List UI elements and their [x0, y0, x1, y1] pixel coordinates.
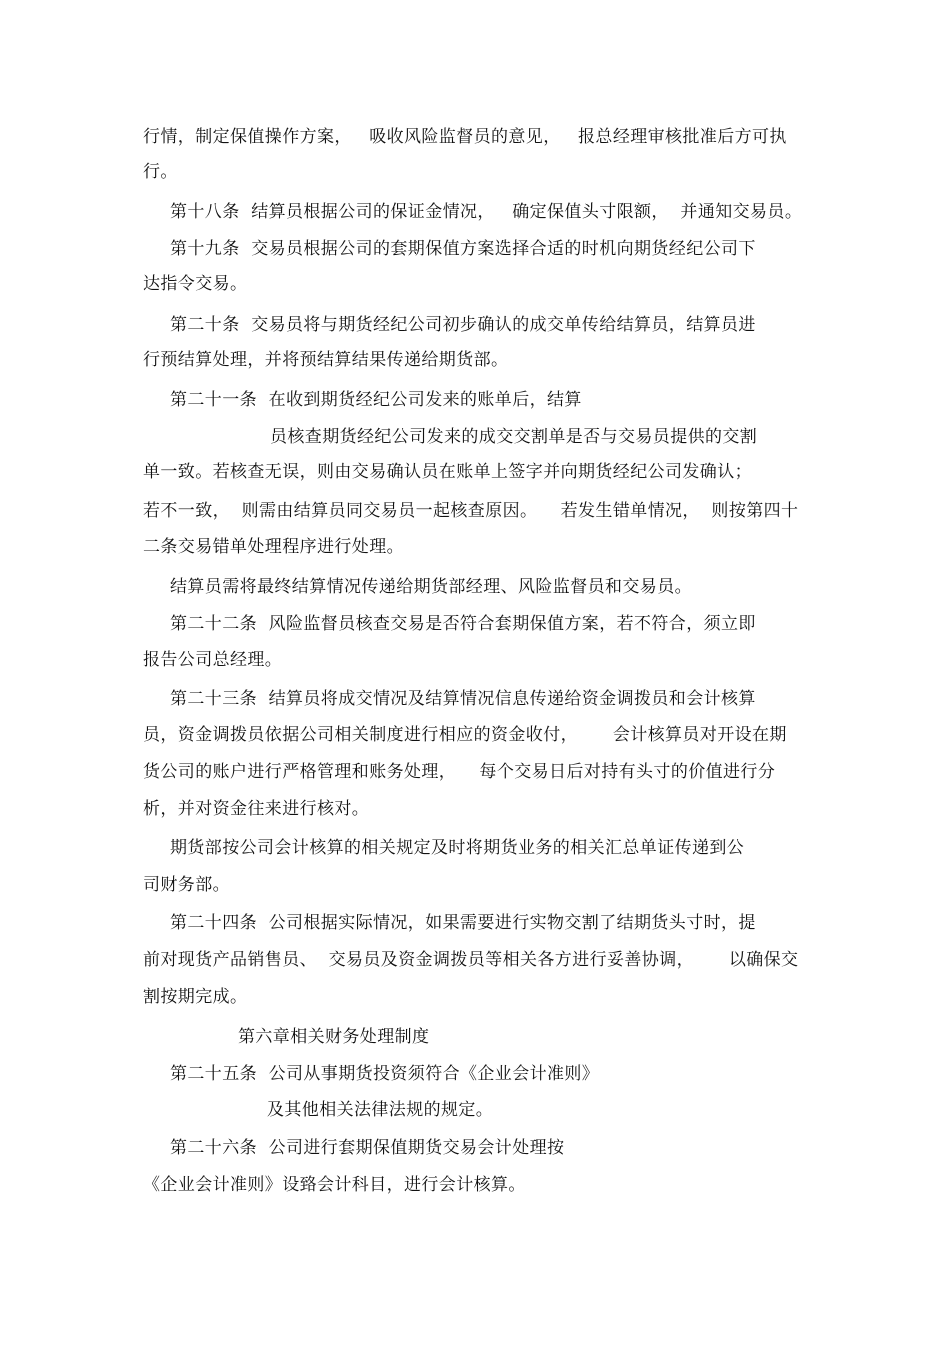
text-line: 及其他相关法律法规的规定。	[267, 1100, 494, 1120]
text-line: 行。	[143, 162, 178, 182]
text-line: 员核查期货经纪公司发来的成交交割单是否与交易员提供的交割	[270, 427, 758, 447]
text-line: 第二十条 交易员将与期货经纪公司初步确认的成交单传给结算员，结算员进	[170, 315, 756, 335]
text-line: 达指令交易。	[143, 274, 248, 294]
text-line: 二条交易错单处理程序进行处理。	[143, 537, 404, 557]
text-line: 析，并对资金往来进行核对。	[143, 799, 370, 819]
text-line: 行情，制定保值操作方案， 吸收风险监督员的意见， 报总经理审核批准后方可执	[143, 127, 787, 147]
text-line: 结算员需将最终结算情况传递给期货部经理、风险监督员和交易员。	[170, 577, 692, 597]
text-line: 第二十五条 公司从事期货投资须符合《企业会计准则》	[170, 1064, 600, 1084]
text-line: 第二十三条 结算员将成交情况及结算情况信息传递给资金调拨员和会计核算	[170, 689, 756, 709]
chapter-heading: 第六章相关财务处理制度	[238, 1027, 430, 1047]
text-line: 行预结算处理，并将预结算结果传递给期货部。	[143, 350, 509, 370]
text-line: 司财务部。	[143, 875, 230, 895]
text-line: 员，资金调拨员依据公司相关制度进行相应的资金收付， 会计核算员对开设在期	[143, 725, 787, 745]
text-line: 报告公司总经理。	[143, 650, 283, 670]
text-line: 《企业会计准则》设臵会计科目，进行会计核算。	[143, 1175, 526, 1195]
text-line: 第二十四条 公司根据实际情况，如果需要进行实物交割了结期货头寸时，提	[170, 913, 756, 933]
text-line: 期货部按公司会计核算的相关规定及时将期货业务的相关汇总单证传递到公	[170, 838, 745, 858]
text-line: 前对现货产品销售员、 交易员及资金调拨员等相关各方进行妥善协调， 以确保交	[143, 950, 799, 970]
text-line: 货公司的账户进行严格管理和账务处理， 每个交易日后对持有头寸的价值进行分	[143, 762, 776, 782]
text-line: 第十九条 交易员根据公司的套期保值方案选择合适的时机向期货经纪公司下	[170, 239, 756, 259]
text-line: 第二十六条 公司进行套期保值期货交易会计处理按	[170, 1138, 565, 1158]
text-line: 第二十一条 在收到期货经纪公司发来的账单后，结算	[170, 390, 582, 410]
text-line: 第十八条 结算员根据公司的保证金情况， 确定保值头寸限额， 并通知交易员。	[170, 202, 803, 222]
text-line: 若不一致， 则需由结算员同交易员一起核查原因。 若发生错单情况， 则按第四十	[143, 501, 799, 521]
text-line: 第二十二条 风险监督员核查交易是否符合套期保值方案，若不符合，须立即	[170, 614, 756, 634]
text-line: 单一致。若核查无误，则由交易确认员在账单上签字并向期货经纪公司发确认；	[143, 462, 752, 482]
text-line: 割按期完成。	[143, 987, 248, 1007]
